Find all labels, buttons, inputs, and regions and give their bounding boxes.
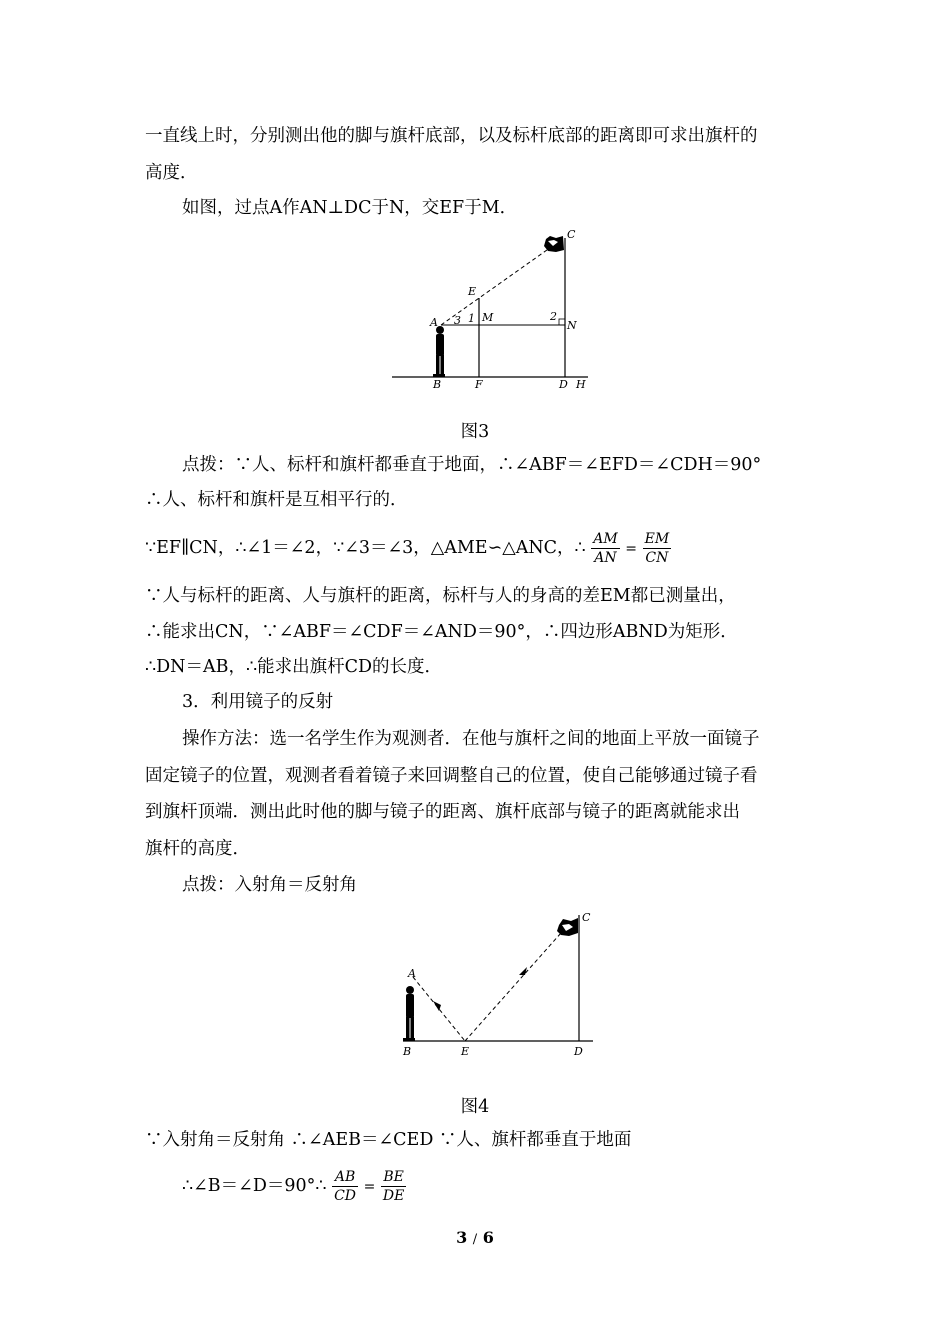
paragraph-line: ∵入射角＝反射角 ∴∠AEB＝∠CED ∵人、旗杆都垂直于地面 bbox=[145, 1130, 632, 1150]
label-angle-1: 1 bbox=[468, 312, 475, 325]
label-E: E bbox=[461, 1045, 470, 1058]
paragraph-line: ∴DN＝AB，∴能求出旗杆CD的长度． bbox=[145, 657, 443, 677]
label-H: H bbox=[576, 378, 586, 391]
label-angle-3: 3 bbox=[454, 314, 461, 327]
paragraph-text: ∵EF∥CN，∴∠1＝∠2，∵∠3＝∠3，△AME∽△ANC，∴ bbox=[145, 538, 586, 558]
fraction-am-an bbox=[591, 530, 619, 567]
right-angle-mark bbox=[559, 319, 565, 325]
page-current: 3 bbox=[456, 1228, 468, 1247]
fraction-numerator: EM bbox=[644, 531, 670, 547]
fraction-denominator: AN bbox=[594, 550, 617, 566]
fraction-denominator: CD bbox=[334, 1188, 357, 1204]
paragraph-line: 高度． bbox=[145, 163, 198, 183]
page-number bbox=[0, 1228, 950, 1247]
page-separator: / bbox=[472, 1232, 478, 1247]
equals-sign: = bbox=[625, 541, 638, 557]
label-C: C bbox=[582, 911, 591, 924]
label-M: M bbox=[482, 311, 494, 324]
label-E: E bbox=[468, 285, 477, 298]
fraction-numerator: AM bbox=[593, 531, 618, 547]
page-total: 6 bbox=[482, 1228, 494, 1247]
figure-3-diagram bbox=[388, 228, 598, 393]
paragraph-line: 操作方法：选一名学生作为观测者．在他与旗杆之间的地面上平放一面镜子 bbox=[182, 729, 760, 749]
figure-3-caption: 图3 bbox=[460, 422, 490, 442]
paragraph-line: ∴人、标杆和旗杆是互相平行的． bbox=[145, 490, 408, 510]
label-B: B bbox=[433, 378, 442, 391]
label-angle-2: 2 bbox=[550, 310, 557, 323]
paragraph-line-with-fraction bbox=[182, 1168, 406, 1205]
figure-4-diagram bbox=[395, 905, 600, 1060]
paragraph-line: ∴能求出CN，∵∠ABF＝∠CDF＝∠AND＝90°，∴四边形ABND为矩形． bbox=[145, 622, 738, 642]
paragraph-line: ∵人与标杆的距离、人与旗杆的距离，标杆与人的身高的差EM都已测量出， bbox=[145, 586, 736, 606]
label-B: B bbox=[403, 1045, 412, 1058]
label-A: A bbox=[408, 967, 416, 980]
paragraph-line: 固定镜子的位置，观测者看着镜子来回调整自己的位置，使自己能够通过镜子看 bbox=[145, 766, 758, 786]
paragraph-line: 到旗杆顶端．测出此时他的脚与镜子的距离、旗杆底部与镜子的距离就能求出 bbox=[145, 802, 740, 822]
label-D: D bbox=[574, 1045, 583, 1058]
paragraph-line-with-fraction bbox=[145, 530, 671, 567]
paragraph-line: 如图，过点A作AN⊥DC于N，交EF于M． bbox=[182, 198, 518, 218]
label-A: A bbox=[430, 316, 438, 329]
fraction-numerator: AB bbox=[332, 1168, 358, 1187]
arrow-head-icon bbox=[519, 967, 527, 975]
label-N: N bbox=[567, 319, 577, 332]
paragraph-line: 点拨：入射角＝反射角 bbox=[182, 875, 357, 895]
sight-line-ac bbox=[441, 245, 554, 325]
section-heading: 3．利用镜子的反射 bbox=[182, 692, 334, 712]
label-C: C bbox=[567, 228, 576, 241]
fraction-ab-cd bbox=[332, 1168, 358, 1205]
equals-sign: = bbox=[363, 1179, 376, 1195]
figure-4-caption: 图4 bbox=[460, 1097, 490, 1117]
fraction-denominator: CN bbox=[645, 550, 669, 566]
paragraph-line: 旗杆的高度． bbox=[145, 839, 250, 859]
paragraph-line: 点拨：∵人、标杆和旗杆都垂直于地面，∴∠ABF＝∠EFD＝∠CDH＝90° bbox=[182, 455, 762, 475]
paragraph-text: ∴∠B＝∠D＝90°∴ bbox=[182, 1176, 327, 1196]
person-figure bbox=[403, 986, 415, 1041]
fraction-be-de bbox=[381, 1168, 406, 1205]
incident-ray-ce bbox=[465, 933, 561, 1041]
fraction-numerator: BE bbox=[381, 1168, 406, 1187]
fraction-em-cn bbox=[643, 530, 672, 567]
person-figure bbox=[433, 326, 445, 377]
label-D: D bbox=[559, 378, 568, 391]
fraction-denominator: DE bbox=[382, 1188, 405, 1204]
paragraph-line: 一直线上时，分别测出他的脚与旗杆底部，以及标杆底部的距离即可求出旗杆的 bbox=[145, 126, 758, 146]
label-F: F bbox=[475, 378, 483, 391]
